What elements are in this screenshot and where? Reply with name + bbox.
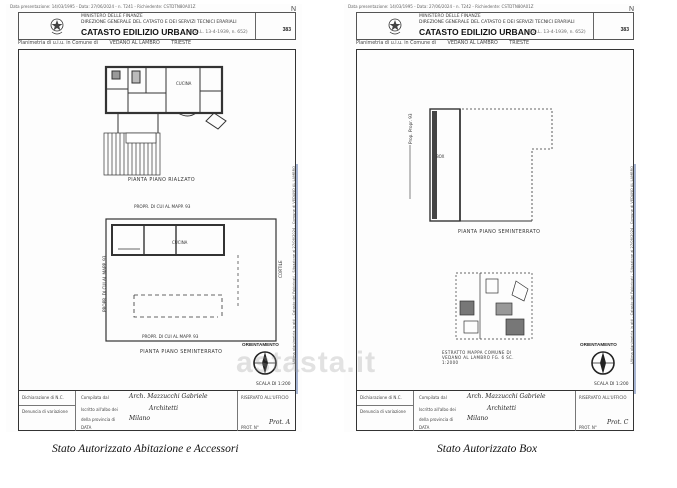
footer-riservato: RISERVATO ALL'UFFICIO — [579, 395, 627, 400]
side-stamp-text: Ultima planimetria in atti - Catasto dei Fabbricati - Situazione al 27/06/2024 - Comune di VEDANO AL LAMBRO — [630, 166, 634, 364]
courtyard-label: CORTILE — [278, 260, 283, 278]
property-boundary-label: PROPR. DI CUI AL MAPP. 93 — [142, 334, 199, 339]
side-stamp — [630, 166, 640, 364]
planimetria-comune: VEDANO AL LAMBRO — [447, 41, 498, 46]
footer-prot: PROT. N° — [241, 425, 259, 430]
catasto-subtitle: (R.D.L. 13-4-1939, n. 652) — [189, 30, 248, 35]
footer-provincia: della provincia di — [419, 417, 454, 422]
footer-handwritten-city: Milano — [467, 415, 489, 422]
footer-divider — [575, 391, 576, 431]
republic-emblem-icon — [49, 16, 65, 36]
catasto-title: CATASTO EDILIZIO URBANO — [81, 27, 199, 37]
caption-right: Stato Autorizzato Box — [437, 443, 538, 455]
footer-provincia: della provincia di — [81, 417, 116, 422]
room-label: CUCINA — [172, 240, 188, 245]
plan-piano-rialzato — [106, 67, 226, 133]
cadastre-header — [18, 12, 296, 40]
model-number: 383 — [620, 27, 629, 33]
footer-handwritten-name: Arch. Mazzucchi Gabriele — [467, 393, 546, 400]
planimetria-prefix: Planimetria di u.i.u. in Comune di — [356, 41, 437, 46]
footer-handwritten-prot: Prot. A — [269, 419, 291, 426]
footer-divider — [357, 405, 413, 406]
model-number: 383 — [282, 27, 291, 33]
room-label: CUCINA — [176, 81, 192, 86]
property-boundary-label: PROPR. DI CUI AL MAPP. 93 — [102, 255, 107, 312]
catasto-title: CATASTO EDILIZIO URBANO — [419, 27, 537, 37]
header-divider — [593, 13, 594, 39]
ministry-line: MINISTERO DELLE FINANZE — [419, 14, 481, 19]
sheet-footer — [356, 391, 634, 431]
planimetria-via: TRIESTE — [171, 41, 191, 46]
property-boundary-label: PROPR. DI CUI AL MAPP. 93 — [134, 204, 191, 209]
footer-handwritten-city: Milano — [129, 415, 151, 422]
footer-compilata: Compilata dal — [81, 395, 109, 400]
plan-piano-seminterrato — [106, 219, 276, 341]
plan-estratto-mappa — [456, 273, 532, 339]
footer-data: DATA — [81, 425, 92, 430]
footer-handwritten-albo: Architetti — [149, 405, 179, 412]
plan-box-seminterrato — [410, 109, 552, 221]
footer-dichiarazione: Dichiarazione di N.C. — [22, 395, 64, 400]
republic-emblem-icon — [387, 16, 403, 36]
scale-label: SCALA DI 1:200 — [594, 382, 629, 387]
footer-denuncia: Denuncia di variazione — [22, 409, 68, 414]
compass-north-icon — [590, 350, 616, 376]
catasto-subtitle: (R.D.L. 13-4-1939, n. 652) — [527, 30, 586, 35]
plan-scala-esterna — [104, 133, 160, 175]
footer-riservato: RISERVATO ALL'UFFICIO — [241, 395, 289, 400]
floor-plan-drawing — [18, 49, 296, 391]
footer-handwritten-albo: Architetti — [487, 405, 517, 412]
sheet-meta-line: Data presentazione: 14/03/1995 - Data: 27/06/2024 - n. T241 - Richiedente: CSTDTN80A01Z — [10, 4, 196, 9]
estratto-mappa-label: ESTRATTO MAPPA COMUNE DI VEDANO AL LAMBRO FG. 6 SC. 1:2000 — [442, 350, 514, 365]
box-plan-drawing — [356, 49, 634, 391]
header-divider — [255, 13, 256, 39]
watermark: astasta.it — [236, 346, 377, 379]
footer-denuncia: Denuncia di variazione — [360, 409, 406, 414]
caption-left: Stato Autorizzato Abitazione e Accessori — [52, 443, 239, 455]
orientation-label: ORIENTAMENTO — [242, 342, 279, 347]
footer-divider — [75, 391, 76, 431]
footer-prot: PROT. N° — [579, 425, 597, 430]
footer-compilata: Compilata dal — [419, 395, 447, 400]
footer-albo: Iscritto all'albo dei — [81, 407, 118, 412]
corner-mark: N — [628, 6, 634, 13]
footer-divider — [413, 391, 414, 431]
footer-albo: Iscritto all'albo dei — [419, 407, 456, 412]
footer-dichiarazione: Dichiarazione di N.C. — [360, 395, 402, 400]
scale-label: SCALA DI 1:200 — [256, 382, 291, 387]
planimetria-prefix: Planimetria di u.i.u. in Comune di — [18, 41, 99, 46]
planimetria-comune: VEDANO AL LAMBRO — [109, 41, 160, 46]
floor-plan-sheet-right — [344, 4, 640, 432]
footer-data: DATA — [419, 425, 430, 430]
property-boundary-label: Prop. Propr. 93 — [408, 113, 413, 144]
orientation-label: ORIENTAMENTO — [580, 342, 617, 347]
planimetria-line — [18, 41, 296, 46]
sheet-meta-line: Data presentazione: 14/03/1995 - Data: 27/06/2024 - n. T242 - Richiedente: CSTDTN80A01Z — [348, 4, 534, 9]
floor-label-rialzato: PIANTA PIANO RIALZATO — [128, 178, 196, 183]
direzione-line: DIREZIONE GENERALE DEL CATASTO E DEI SERVIZI TECNICI ERARIALI — [419, 20, 575, 25]
room-label: BOX — [436, 154, 445, 159]
cadastre-header — [356, 12, 634, 40]
floor-label-seminterrato: PIANTA PIANO SEMINTERRATO — [140, 350, 223, 355]
footer-divider — [237, 391, 238, 431]
planimetria-line — [356, 41, 634, 46]
side-stamp-text: Ultima planimetria in atti - Catasto dei Fabbricati - Situazione al 27/06/2024 - Comune di VEDANO AL LAMBRO — [292, 166, 296, 364]
floor-label-seminterrato: PIANTA PIANO SEMINTERRATO — [458, 230, 541, 235]
footer-handwritten-name: Arch. Mazzucchi Gabriele — [129, 393, 208, 400]
ministry-line: MINISTERO DELLE FINANZE — [81, 14, 143, 19]
corner-mark: N — [290, 6, 296, 13]
sheet-footer — [18, 391, 296, 431]
direzione-line: DIREZIONE GENERALE DEL CATASTO E DEI SERVIZI TECNICI ERARIALI — [81, 20, 237, 25]
planimetria-via: TRIESTE — [509, 41, 529, 46]
footer-divider — [19, 405, 75, 406]
footer-handwritten-prot: Prot. C — [607, 419, 629, 426]
